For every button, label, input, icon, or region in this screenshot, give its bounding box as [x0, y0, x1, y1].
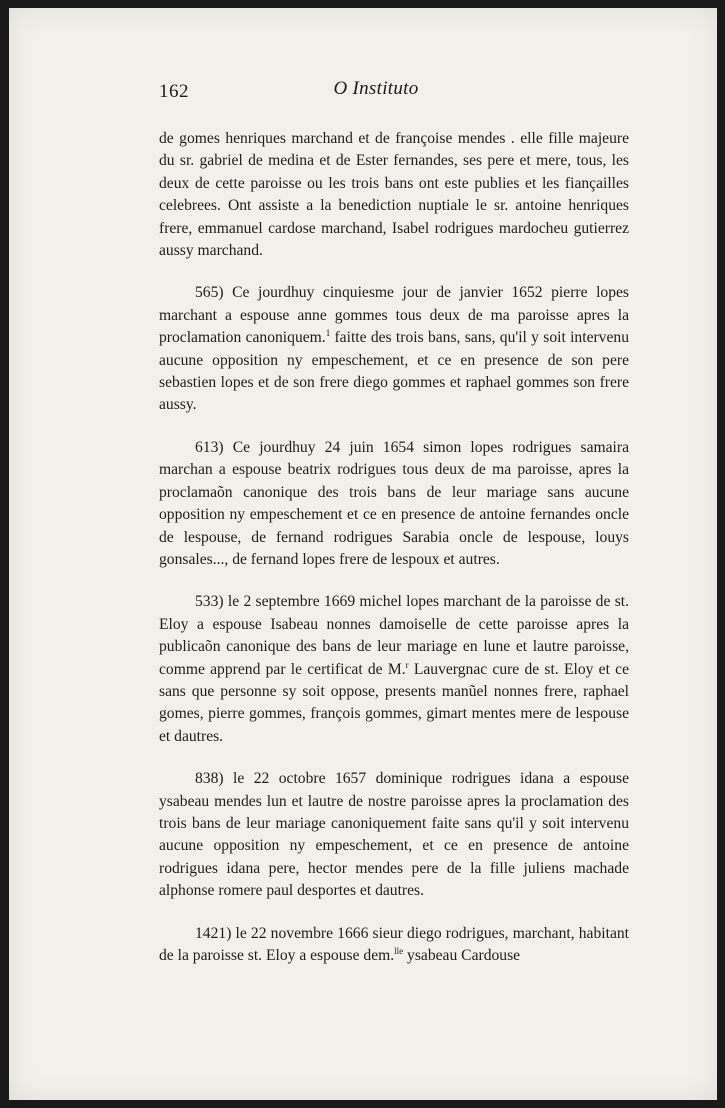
- page-header: [9, 78, 717, 108]
- footnote-marker: 1: [325, 328, 331, 339]
- entry-text: 565) Ce jourdhuy cinquiesme jour de janvier 1652 pierre lopes marchant a espouse anne gommes tous deux de ma paroisse apres la proclamation canoniquem.: [159, 284, 629, 347]
- entry-text: ysabeau Cardouse: [403, 947, 521, 964]
- page-number: 162: [159, 81, 189, 102]
- paragraph-entry-1421: [159, 923, 629, 968]
- paragraph-entry-533: [159, 591, 629, 748]
- entry-text: 533) le 2 septembre 1669 michel lopes marchant de la paroisse de st. Eloy a espouse Isabeau nonnes damoiselle de cette paroisse apres la publicaõn canonique des bans de leur mariage en lune et lautre paroisse, comme apprend par le certificat de M.: [159, 593, 629, 678]
- entry-text: 1421) le 22 novembre 1666 sieur diego rodrigues, marchant, habitant de la paroisse st. Eloy a espouse dem.: [159, 924, 629, 964]
- paragraph-continuation: de gomes henriques marchand et de françoise mendes . elle fille majeure du sr. gabriel de medina et de Ester fernandes, ses pere et mere, tous, les deux de cette paroisse ou les trois bans ont este publies et les fiançailles celebrees. Ont assiste a la benediction nuptiale le sr. antoine henriques frere, emmanuel cardose marchand, Isabel rodrigues mardocheu gutierrez aussy marchand.: [159, 130, 629, 260]
- entry-text: Lauvergnac cure de st. Eloy et ce sans que personne sy soit oppose, presents manũel nonnes frere, raphael gomes, pierre gommes, françois gommes, gimart mentes mere de lespouse et dautres.: [159, 660, 629, 745]
- body-text: [159, 128, 629, 967]
- paragraph-entry-838: 838) le 22 octobre 1657 dominique rodrigues idana a espouse ysabeau mendes lun et lautre de nostre paroisse apres la proclamation des trois bans de leur mariage canoniquement faite sans qu'il y soit intervenu aucune opposition ny empeschement, et ce en presence de antoine rodrigues idana pere, hector mendes pere de la fille juliens machade alphonse romere paul desportes et dautres.: [159, 770, 629, 900]
- superscript: r: [405, 659, 409, 670]
- running-title: O Instituto: [333, 78, 419, 99]
- paragraph-entry-613: 613) Ce jourdhuy 24 juin 1654 simon lopes rodrigues samaira marchan a espouse beatrix rodrigues tous deux de ma paroisse, apres la proclamaõn canonique des trois bans de leur mariage sans aucune opposition ny empeschement et ce en presence de antoine fernandes oncle de lespouse, de fernand rodrigues Sarabia oncle de lespouse, louys gonsales..., de fernand lopes frere de lespoux et autres.: [159, 438, 629, 568]
- scanned-page: [9, 8, 717, 1100]
- paragraph-entry-565: [159, 282, 629, 416]
- superscript: lle: [394, 945, 404, 956]
- entry-text: faitte des trois bans, sans, qu'il y soit intervenu aucune opposition ny empeschement, et ce en presence de son pere sebastien lopes et de son frere diego gommes et raphael gommes son frere aussy.: [159, 329, 629, 414]
